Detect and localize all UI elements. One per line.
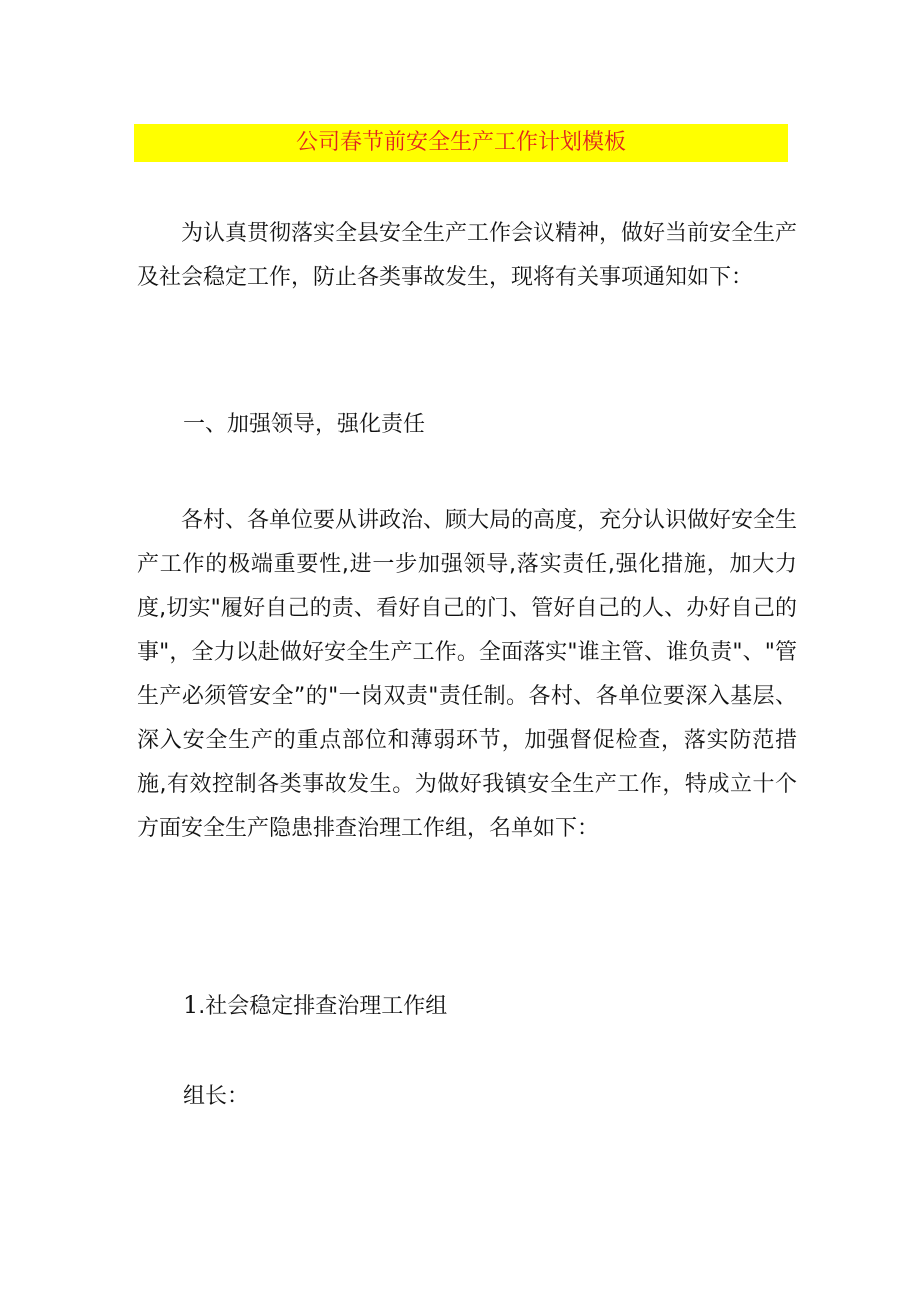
- leader-label: 组长：: [183, 1084, 250, 1109]
- list-item-heading: [183, 990, 447, 1022]
- list-item-label: .社会稳定排查治理工作组: [198, 994, 448, 1019]
- intro-paragraph: 为认真贯彻落实全县安全生产工作会议精神，做好当前安全生产及社会稳定工作，防止各类事故发生，现将有关事项通知如下：: [137, 221, 798, 290]
- section-body-paragraph: 各村、各单位要从讲政治、顾大局的高度，充分认识做好安全生产工作的极端重要性,进一步加强领导,落实责任,强化措施，加大力度,切实"履好自己的责、看好自己的门、管好自己的人、办好自己的事"，全力以赴做好安全生产工作。全面落实"谁主管、谁负责"、"管生产必须管安全”的"一岗双责"责任制。各村、各单位要深入基层、深入安全生产的重点部位和薄弱环节，加强督促检查，落实防范措施,有效控制各类事故发生。为做好我镇安全生产工作，特成立十个方面安全生产隐患排查治理工作组，名单如下：: [137, 508, 798, 841]
- title-highlight: [134, 124, 788, 162]
- document-title: 公司春节前安全生产工作计划模板: [295, 130, 626, 155]
- list-item-number: 1: [183, 991, 199, 1019]
- section-heading: 一、加强领导，强化责任: [183, 412, 426, 437]
